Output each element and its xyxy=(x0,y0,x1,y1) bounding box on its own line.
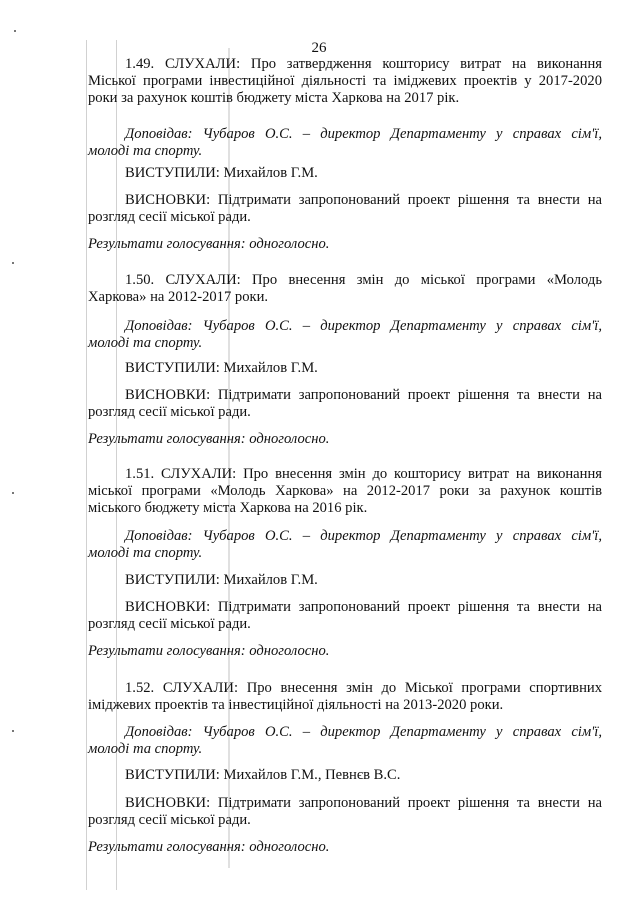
item-1-50-spoke: ВИСТУПИЛИ: Михайлов Г.М. xyxy=(125,360,318,376)
item-1-50-conclusions: ВИСНОВКИ: Підтримати запропонований проект рішення та внести на xyxy=(125,387,602,403)
item-1-50-heard-cont: Харкова» на 2012-2017 роки. xyxy=(88,289,269,305)
item-1-51-vote: Результати голосування: одноголосно. xyxy=(88,643,330,659)
scan-speck xyxy=(12,730,14,732)
item-1-51-heard-cont: міської програми «Молодь Харкова» на 2012-2017 роки за рахунок коштів xyxy=(88,483,602,499)
scan-speck xyxy=(12,492,14,494)
item-1-49-heard: 1.49. СЛУХАЛИ: Про затвердження кошторису витрат на виконання xyxy=(125,56,602,72)
item-1-49-conclusions-cont: розгляд сесії міської ради. xyxy=(88,209,251,225)
item-1-52-conclusions: ВИСНОВКИ: Підтримати запропонований проект рішення та внести на xyxy=(125,795,602,811)
item-1-49-vote: Результати голосування: одноголосно. xyxy=(88,236,330,252)
item-1-51-speaker: Доповідав: Чубаров О.С. – директор Департаменту у справах сім'ї, xyxy=(125,528,602,544)
item-1-52-conclusions-cont: розгляд сесії міської ради. xyxy=(88,812,251,828)
item-1-49-conclusions: ВИСНОВКИ: Підтримати запропонований проект рішення та внести на xyxy=(125,192,602,208)
scan-binding-line xyxy=(116,40,117,890)
item-1-50-heard: 1.50. СЛУХАЛИ: Про внесення змін до міської програми «Молодь xyxy=(125,272,602,288)
item-1-50-speaker: Доповідав: Чубаров О.С. – директор Департаменту у справах сім'ї, xyxy=(125,318,602,334)
item-1-52-heard-cont: іміджевих проектів та інвестиційної діяльності на 2013-2020 роки. xyxy=(88,697,504,713)
item-1-51-conclusions: ВИСНОВКИ: Підтримати запропонований проект рішення та внести на xyxy=(125,599,602,615)
item-1-49-spoke: ВИСТУПИЛИ: Михайлов Г.М. xyxy=(125,165,318,181)
scan-speck xyxy=(12,262,14,264)
item-1-49-speaker-cont: молоді та спорту. xyxy=(88,143,203,159)
item-1-49-heard-cont: роки за рахунок коштів бюджету міста Харкова на 2017 рік. xyxy=(88,90,460,106)
item-1-52-speaker: Доповідав: Чубаров О.С. – директор Департаменту у справах сім'ї, xyxy=(125,724,602,740)
scan-speck xyxy=(14,30,16,32)
item-1-52-heard: 1.52. СЛУХАЛИ: Про внесення змін до Міської програми спортивних xyxy=(125,680,602,696)
item-1-49-speaker: Доповідав: Чубаров О.С. – директор Департаменту у справах сім'ї, xyxy=(125,126,602,142)
item-1-51-heard-cont: міського бюджету міста Харкова на 2016 рік. xyxy=(88,500,368,516)
item-1-50-speaker-cont: молоді та спорту. xyxy=(88,335,203,351)
page-number: 26 xyxy=(311,40,327,56)
item-1-52-spoke: ВИСТУПИЛИ: Михайлов Г.М., Певнєв В.С. xyxy=(125,767,401,783)
item-1-49-heard-cont: Міської програми інвестиційної діяльності та іміджевих проектів у 2017-2020 xyxy=(88,73,602,89)
item-1-51-speaker-cont: молоді та спорту. xyxy=(88,545,203,561)
item-1-50-conclusions-cont: розгляд сесії міської ради. xyxy=(88,404,251,420)
item-1-50-vote: Результати голосування: одноголосно. xyxy=(88,431,330,447)
scan-binding-line-outer xyxy=(86,40,87,890)
item-1-52-vote: Результати голосування: одноголосно. xyxy=(88,839,330,855)
item-1-51-spoke: ВИСТУПИЛИ: Михайлов Г.М. xyxy=(125,572,318,588)
item-1-52-speaker-cont: молоді та спорту. xyxy=(88,741,203,757)
item-1-51-heard: 1.51. СЛУХАЛИ: Про внесення змін до кошторису витрат на виконання xyxy=(125,466,602,482)
item-1-51-conclusions-cont: розгляд сесії міської ради. xyxy=(88,616,251,632)
